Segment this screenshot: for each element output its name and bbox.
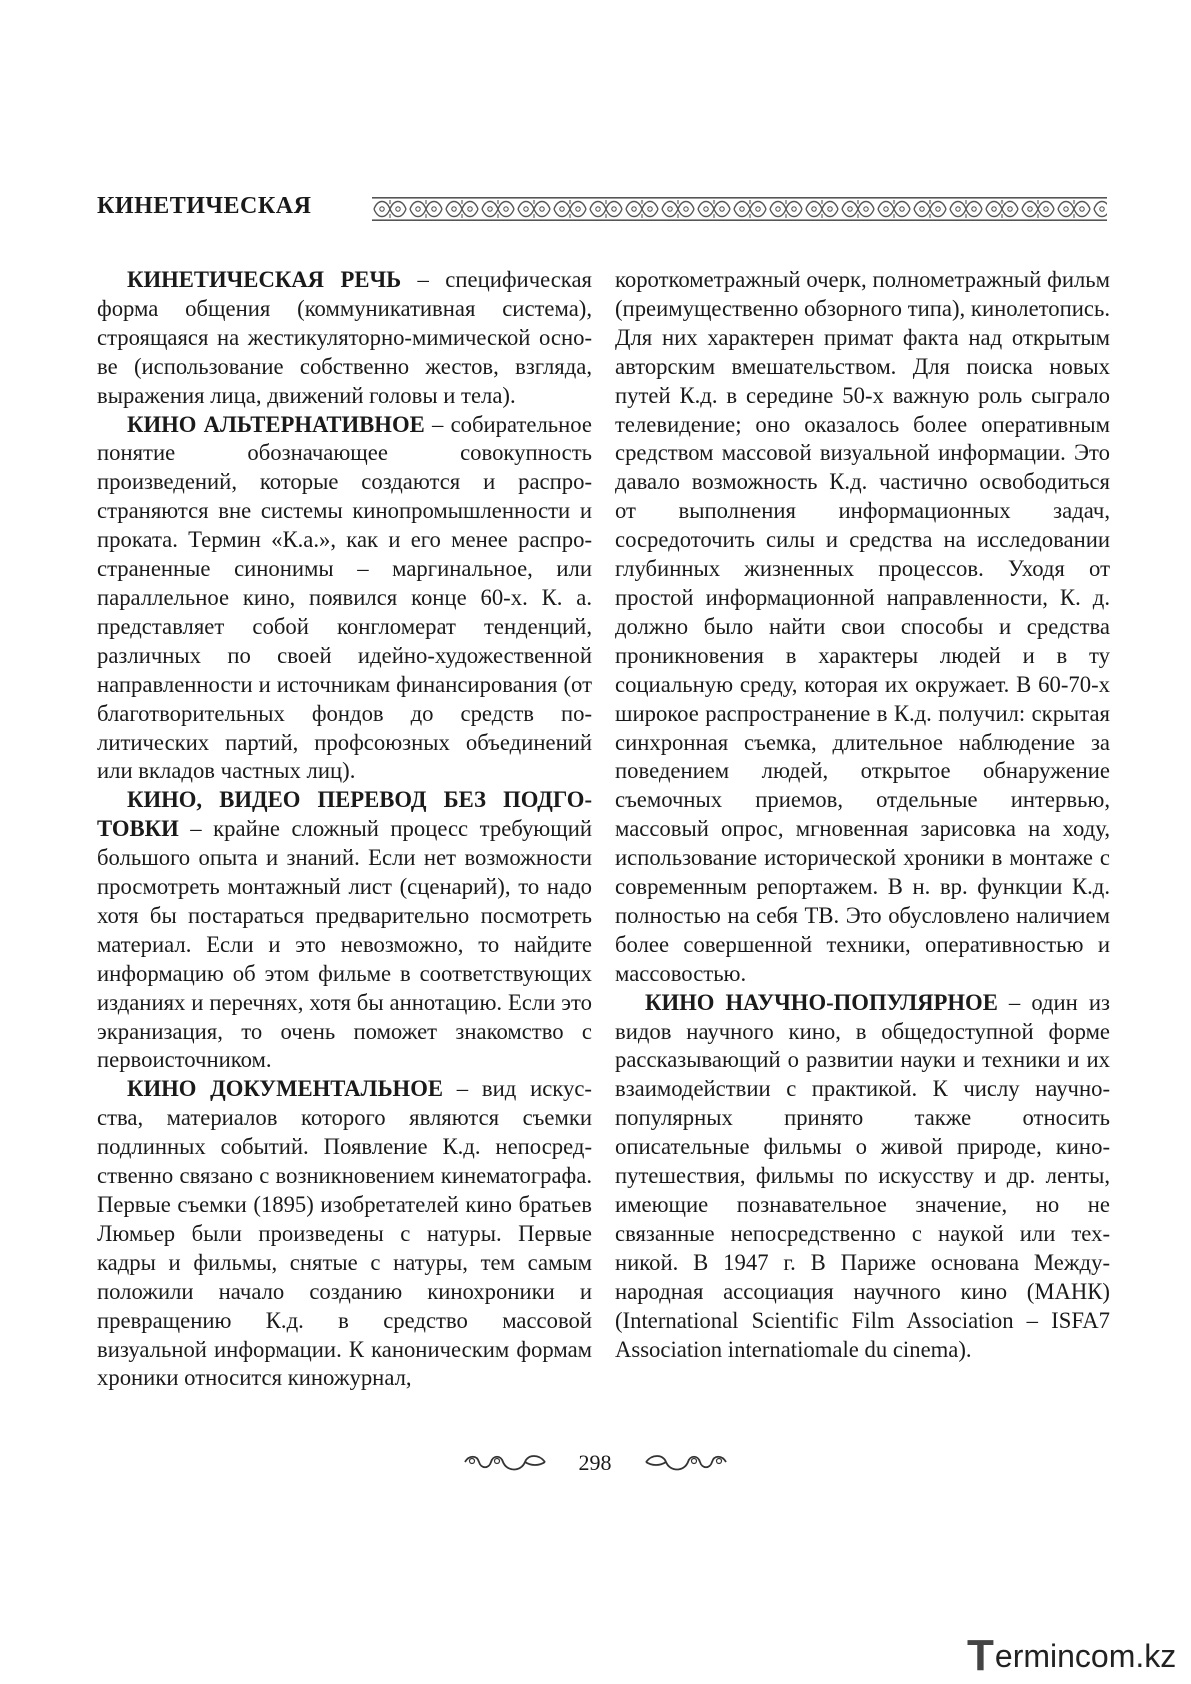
left-column — [97, 266, 592, 1393]
watermark-logo — [967, 1631, 1177, 1680]
entry-term: КИНЕТИЧЕСКАЯ РЕЧЬ — [127, 267, 402, 292]
entry-term: КИНО, ВИДЕО ПЕРЕВОД БЕЗ ПОДГОТОВКИ — [97, 787, 592, 842]
page-number: 298 — [578, 1450, 612, 1475]
entry-kino-alternativnoe — [97, 411, 592, 787]
page-footer — [455, 1445, 735, 1481]
entry-kineticheskaya-rech — [97, 266, 592, 411]
running-head: КИНЕТИЧЕСКАЯ — [97, 193, 312, 219]
right-scroll-ornament — [642, 1450, 730, 1476]
entry-term: КИНО ДОКУМЕНТАЛЬНОЕ — [127, 1076, 443, 1102]
entry-text: – вид искусства, материалов которого являются съемки подлинных событий. Появление К.д. непосредственно связано с возникновением кинематографа. Первые съемки (1895) изобретателей кино братьев Люмьер были произведены с натуры. Первые кадры и фильмы, снятые с натуры, тем самым положили начало созданию кинохроники и превращению К.д. в средство массовой визуальной информации. К каноническим формам хроники относится киножурнал, — [97, 1076, 592, 1391]
entry-term: КИНО НАУЧНО-ПОПУЛЯРНОЕ — [645, 989, 998, 1015]
entry-text: – крайне сложный процесс требующий большого опыта и знаний. Если нет возможности просмотреть монтажный лист (сценарий), то надо хотя бы постараться предварительно посмотреть материал. Если и это невозможно, то найдите информацию об этом фильме в соответствующих изданиях и перечнях, хотя бы аннотацию. Если это экранизация, то очень поможет знакомство с первоисточником. — [97, 816, 592, 1073]
entry-term: КИНО АЛЬТЕРНАТИВНОЕ — [127, 411, 425, 437]
entry-continuation: короткометражный очерк, полнометражный фильм (преимущественно обзорного типа), кинолетопись. Для них характерен примат факта над открытым авторским вмешательством. Для поиска новых путей К.д. в середине 50-х важную роль сыграло телевидение; оно оказалось более оперативным средством массовой визуальной информации. Это давало возможность К.д. частично освободиться от выполнения информационных задач, сосредоточить силы и средства на исследовании глубинных жизненных процессов. Уходя от простой информационной направленности, К. д. должно было найти свои способы и средства проникновения в характеры людей и в ту социальную среду, которая их окружает. В 60-70-х широкое распространение в К.д. получил: скрытая синхронная съемка, длительное наблюдение за поведением людей, открытое обнаружение съемочных приемов, отдельные интервью, массовый опрос, мгновенная зарисовка на ходу, использование исторической хроники в монтаже с современным репортажем. В н. вр. функции К.д. полностью на себя ТВ. Это обусловлено наличием более совершенной техники, оперативностью и массовостью. — [615, 267, 1110, 986]
watermark-text: ermincom.kz — [994, 1637, 1177, 1674]
entry-text: – один из видов научного кино, в общедоступной форме рассказывающий о развитии науки и техники и их взаимодействии с практикой. К числу научно-популярных принято также относить описательные фильмы о живой природе, кинопутешествия, фильмы по искусству и др. ленты, имеющие познавательное значение, но не связанные непосредственно с наукой или техникой. В 1947 г. В Париже основана Международная ассоциация научного кино (МАНК) (International Scientific Film Association – ISFA7 Association internatiomale du cinema). — [615, 989, 1111, 1362]
entry-kino-nauchno-populyarnoe — [615, 989, 1110, 1365]
entry-kino-video-perevod — [97, 786, 592, 1075]
watermark-initial: T — [967, 1631, 994, 1680]
header-ornament — [372, 196, 1107, 222]
entry-kino-dokumentalnoe — [97, 1075, 592, 1393]
entry-text: – собирательное понятие обозначающее совокупность произведений, которые создаются и распространяются вне системы кинопромышленности и проката. Термин «К.а.», как и его менее распространенные синонимы – маргинальное, или параллельное кино, появился конце 60-х. К. а. представляет собой конгломерат тенденций, различных по своей идейно-художественной направленности и источникам финансирования (от благотворительных фондов до средств политических партий, профсоюзных объединений или вкладов частных лиц). — [97, 411, 592, 784]
entry-text: – специфическая форма общения (коммуникативная система), строящаяся на жестикуляторно-мимической основе (использование собственно жестов, взгляда, выражения лица, движений головы и тела). — [97, 267, 592, 408]
left-scroll-ornament — [461, 1450, 549, 1476]
right-column — [615, 266, 1110, 1364]
